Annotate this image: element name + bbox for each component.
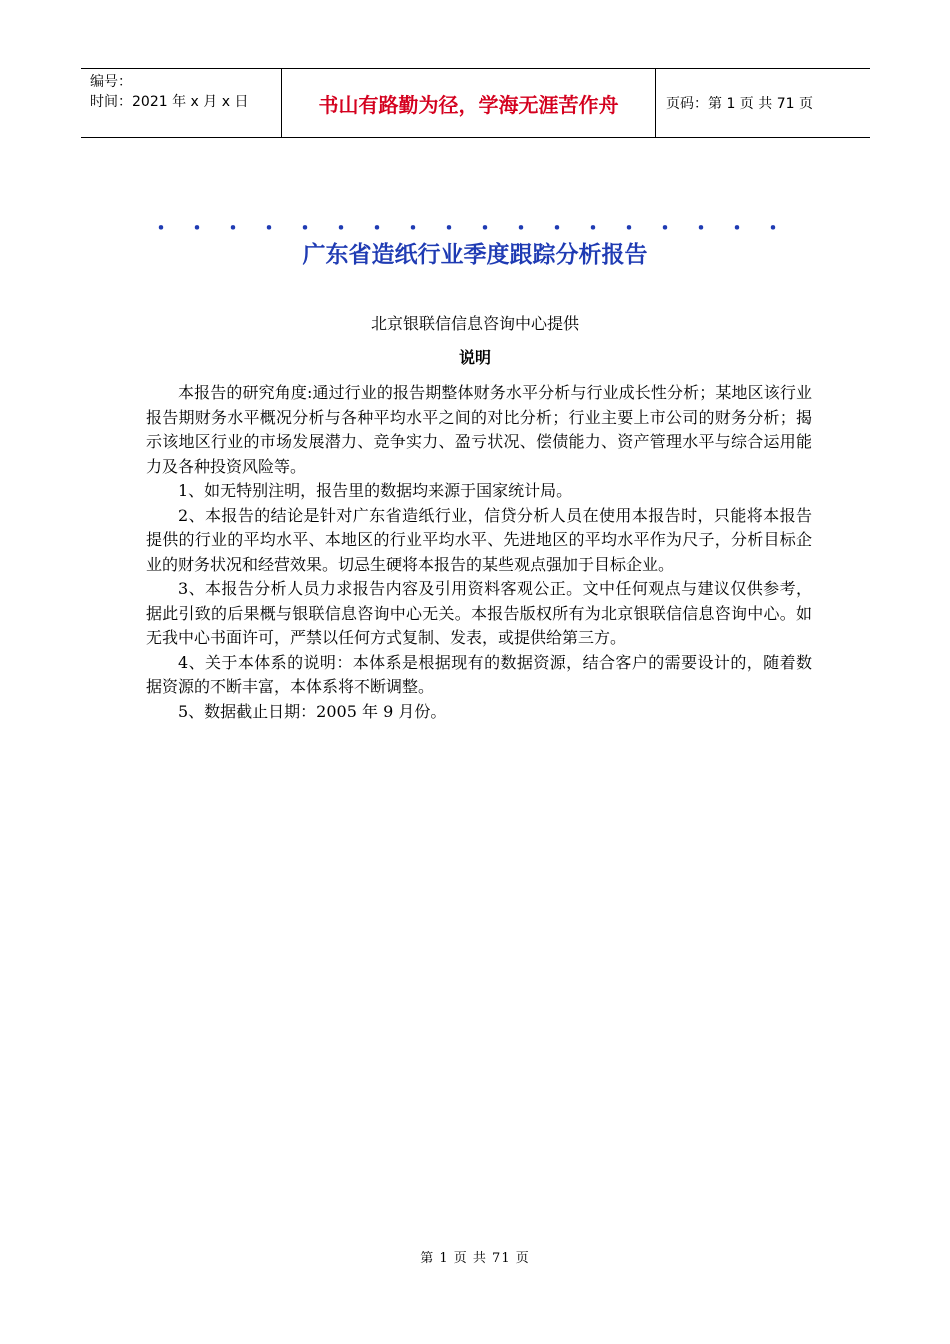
body-paragraph: 4、关于本体系的说明：本体系是根据现有的数据资源，结合客户的需要设计的，随着数据资源的不断丰富，本体系将不断调整。 [146,652,812,696]
header-motto: 书山有路勤为径，学海无涯苦作舟 [318,92,619,117]
page-footer: 第 1 页 共 71 页 [420,1251,530,1266]
document-time-label: 时间：2021 年 x 月 x 日 [90,94,249,110]
body-paragraph: 1、如无特别注明，报告里的数据均来源于国家统计局。 [178,481,573,500]
section-heading: 说明 [458,348,491,367]
header-meta-cell [81,69,282,137]
body-text [146,381,812,724]
body-paragraph: 5、数据截止日期：2005 年 9 月份。 [178,701,447,721]
body-paragraph: 3、本报告分析人员力求报告内容及引用资料客观公正。文中任何观点与建议仅供参考，据此引致的后果概与银联信息咨询中心无关。本报告版权所有为北京银联信信息咨询中心。如无我中心书面许可，严禁以任何方式复制、发表，或提供给第三方。 [146,579,812,647]
body-paragraph: 2、本报告的结论是针对广东省造纸行业，信贷分析人员在使用本报告时，只能将本报告提供的行业的平均水平、本地区的行业平均水平、先进地区的平均水平作为尺子，分析目标企业的财务状况和经营效果。切忌生硬将本报告的某些观点强加于目标企业。 [146,505,812,574]
header-page-info: 页码：第 1 页 共 71 页 [666,96,813,112]
report-title: 广东省造纸行业季度跟踪分析报告 [302,242,648,268]
document-number-label: 编号： [90,74,132,90]
body-paragraph: 本报告的研究角度:通过行业的报告期整体财务水平分析与行业成长性分析；某地区该行业报告期财务水平概况分析与各种平均水平之间的对比分析；行业主要上市公司的财务分析；揭示该地区行业的市场发展潜力、竞争实力、盈亏状况、偿债能力、资产管理水平与综合运用能力及各种投资风险等。 [146,383,812,476]
report-provider: 北京银联信信息咨询中心提供 [370,314,579,333]
title-emphasis-dots: ・・・・・・・・・・・・・・・・・・ [151,216,799,240]
header-table [81,68,870,138]
header-motto-cell [282,69,656,137]
header-page-cell [656,69,870,137]
